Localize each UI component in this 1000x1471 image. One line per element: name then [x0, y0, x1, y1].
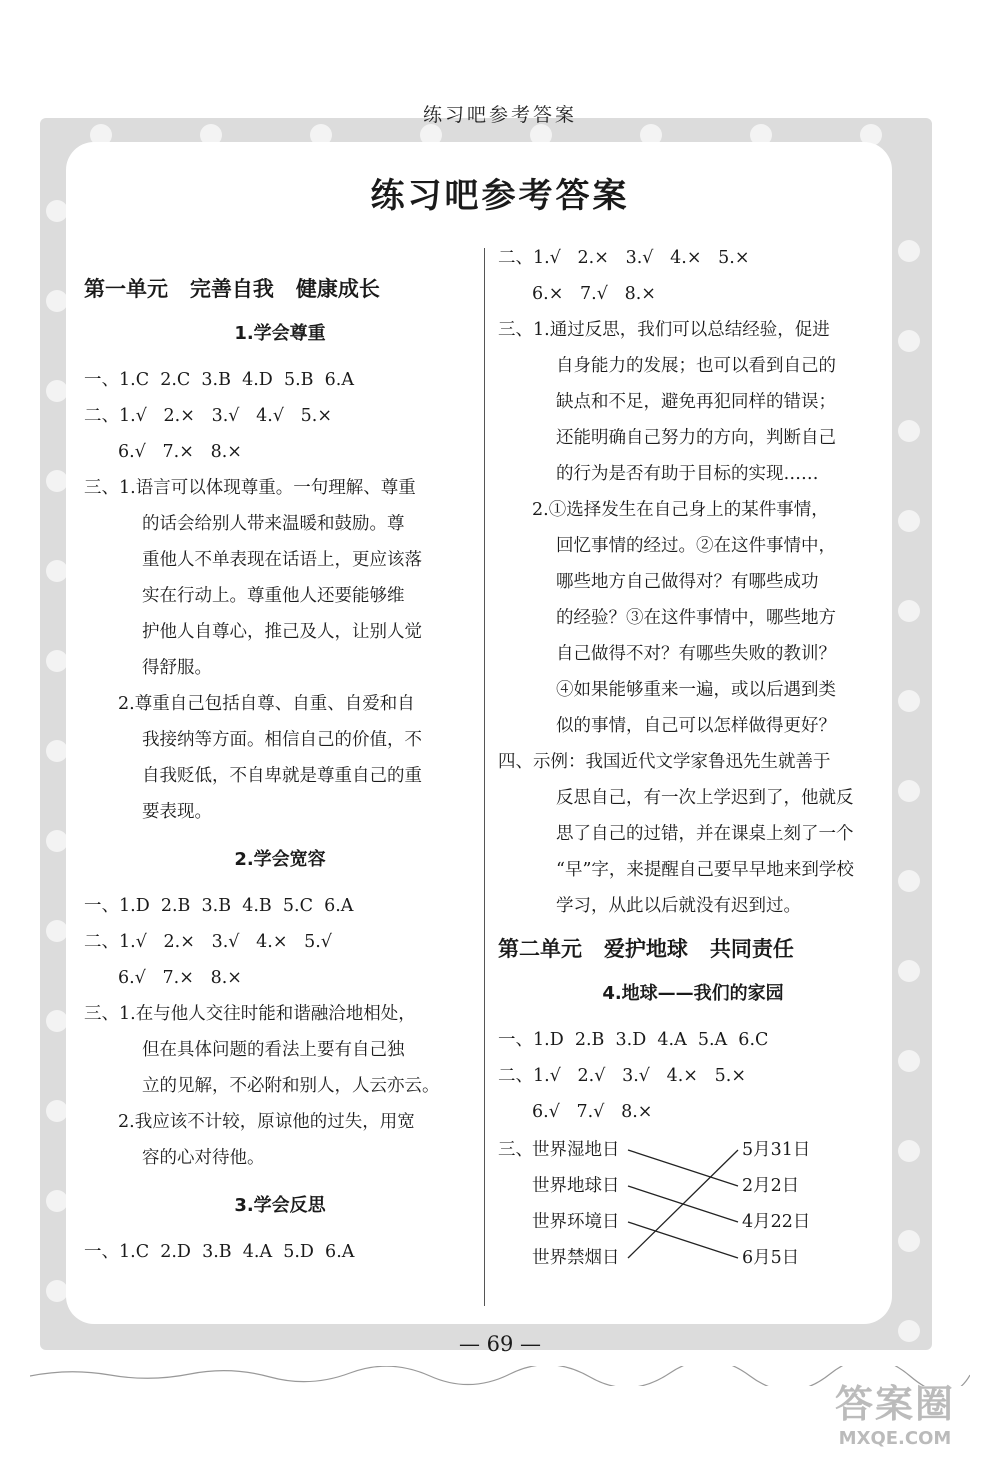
lesson-heading: 4.地球——我们的家园 [602, 983, 784, 1004]
answer-line: 一、1.C 2.D 3.B 4.A 5.D 6.A [84, 1242, 355, 1262]
answer-line: 二、1.√ 2.√ 3.√ 4.× 5.× [498, 1066, 747, 1086]
lesson-heading: 1.学会尊重 [234, 323, 326, 344]
answer-line: 2.尊重自己包括自尊、自重、自爱和自 [118, 694, 415, 714]
match-left-item: 世界禁烟日 [532, 1248, 620, 1268]
frame-dot [46, 920, 68, 942]
left-column [84, 240, 476, 1270]
watermark-text: 答案圈 [834, 1382, 955, 1426]
frame-dot [46, 380, 68, 402]
answer-line: 缺点和不足，避免再犯同样的错误； [556, 392, 836, 412]
frame-dot [46, 290, 68, 312]
page-number: — 69 — [458, 1332, 542, 1356]
frame-dot [46, 1010, 68, 1032]
frame-dot [46, 470, 68, 492]
answer-line: 三、1.语言可以体现尊重。一句理解、尊重 [84, 478, 416, 498]
answer-line: 一、1.D 2.B 3.B 4.B 5.C 6.A [84, 896, 354, 916]
match-right-item: 4月22日 [742, 1212, 811, 1232]
answer-line: 一、1.C 2.C 3.B 4.D 5.B 6.A [84, 370, 354, 390]
answer-line: 我接纳等方面。相信自己的价值，不 [142, 730, 422, 750]
unit-heading: 第一单元 完善自我 健康成长 [84, 277, 380, 301]
page-title: 练习吧参考答案 [370, 176, 630, 216]
matching-exercise [498, 1130, 888, 1280]
frame-dot [46, 1100, 68, 1122]
lesson-heading: 2.学会宽容 [234, 849, 326, 870]
frame-dot [898, 420, 920, 442]
match-link [628, 1222, 738, 1258]
frame-dot [46, 560, 68, 582]
frame-dot [46, 740, 68, 762]
answer-line: 三、1.在与他人交往时能和谐融洽地相处， [84, 1004, 416, 1024]
frame-dot [46, 830, 68, 852]
answer-line: 的话会给别人带来温暖和鼓励。尊 [142, 514, 405, 534]
answer-line: 自己做得不对？有哪些失败的教训？ [556, 644, 836, 664]
answer-line: 2.①选择发生在自己身上的某件事情， [532, 500, 829, 520]
answer-line: 护他人自尊心，推己及人，让别人觉 [142, 622, 422, 642]
frame-dot [46, 650, 68, 672]
frame-dot [898, 960, 920, 982]
match-left-item: 世界环境日 [532, 1212, 620, 1232]
answer-line: 6.√ 7.× 8.× [118, 442, 242, 462]
answer-line: 学习，从此以后就没有迟到过。 [556, 896, 801, 916]
answer-line: 哪些地方自己做得对？有哪些成功 [556, 572, 819, 592]
answer-line: 6.× 7.√ 8.× [532, 284, 656, 304]
answer-line: ④如果能够重来一遍，或以后遇到类 [556, 680, 836, 700]
watermark-logo [800, 1380, 990, 1460]
match-link [628, 1150, 738, 1258]
answer-line: 6.√ 7.× 8.× [118, 968, 242, 988]
frame-dot [898, 510, 920, 532]
answer-line: “早”字，来提醒自己要早早地来到学校 [556, 860, 854, 880]
answer-line: 的经验？③在这件事情中，哪些地方 [556, 608, 836, 628]
frame-dot [898, 240, 920, 262]
answer-line: 自身能力的发展；也可以看到自己的 [556, 356, 836, 376]
answer-line: 回忆事情的经过。②在这件事情中， [556, 536, 836, 556]
column-divider [484, 248, 485, 1306]
answer-line: 2.我应该不计较，原谅他的过失，用宽 [118, 1112, 415, 1132]
answer-line: 似的事情，自己可以怎样做得更好？ [556, 716, 836, 736]
answer-line: 一、1.D 2.B 3.D 4.A 5.A 6.C [498, 1030, 769, 1050]
header-title: 练习吧参考答案 [422, 104, 577, 126]
frame-dot [898, 690, 920, 712]
answer-line: 还能明确自己努力的方向，判断自己 [556, 428, 836, 448]
frame-dot [898, 600, 920, 622]
answer-line: 得舒服。 [142, 658, 212, 678]
unit-heading: 第二单元 爱护地球 共同责任 [498, 937, 794, 961]
matching-prefix: 三、 [498, 1140, 533, 1160]
answer-line: 二、1.√ 2.× 3.√ 4.× 5.× [498, 248, 750, 268]
frame-dot [898, 780, 920, 802]
match-left-item: 世界地球日 [532, 1176, 620, 1196]
answer-line: 思了自己的过错，并在课桌上刻了一个 [556, 824, 854, 844]
answer-line: 但在具体问题的看法上要有自己独 [142, 1040, 405, 1060]
frame-dot [898, 1050, 920, 1072]
answer-line: 重他人不单表现在话语上，更应该落 [142, 550, 422, 570]
frame-dot [898, 330, 920, 352]
match-right-item: 5月31日 [742, 1140, 811, 1160]
answer-line: 的行为是否有助于目标的实现…… [556, 464, 819, 484]
answer-line: 二、1.√ 2.× 3.√ 4.√ 5.× [84, 406, 333, 426]
match-left-item: 世界湿地日 [532, 1140, 620, 1160]
frame-dot [898, 1140, 920, 1162]
watermark-url: MXQE.COM [838, 1428, 952, 1449]
answer-line: 立的见解，不必附和别人，人云亦云。 [142, 1076, 440, 1096]
frame-dot [46, 1280, 68, 1302]
right-column [498, 240, 888, 1280]
answer-line: 6.√ 7.√ 8.× [532, 1102, 653, 1122]
answer-line: 自我贬低，不自卑就是尊重自己的重 [142, 766, 422, 786]
answer-line: 二、1.√ 2.× 3.√ 4.× 5.√ [84, 932, 333, 952]
right-column-lines [498, 240, 888, 1130]
answer-line: 实在行动上。尊重他人还要能够维 [142, 586, 405, 606]
frame-dot [898, 870, 920, 892]
lesson-heading: 3.学会反思 [234, 1195, 326, 1216]
frame-dot [898, 1230, 920, 1252]
frame-dot [46, 1190, 68, 1212]
answer-line: 三、1.通过反思，我们可以总结经验，促进 [498, 320, 830, 340]
answer-line: 反思自己，有一次上学迟到了，他就反 [556, 788, 854, 808]
match-right-item: 2月2日 [742, 1176, 800, 1196]
answer-line: 容的心对待他。 [142, 1148, 265, 1168]
answer-line: 要表现。 [142, 802, 212, 822]
match-right-item: 6月5日 [742, 1248, 800, 1268]
match-link [628, 1150, 738, 1186]
answer-line: 四、示例：我国近代文学家鲁迅先生就善于 [498, 752, 831, 772]
